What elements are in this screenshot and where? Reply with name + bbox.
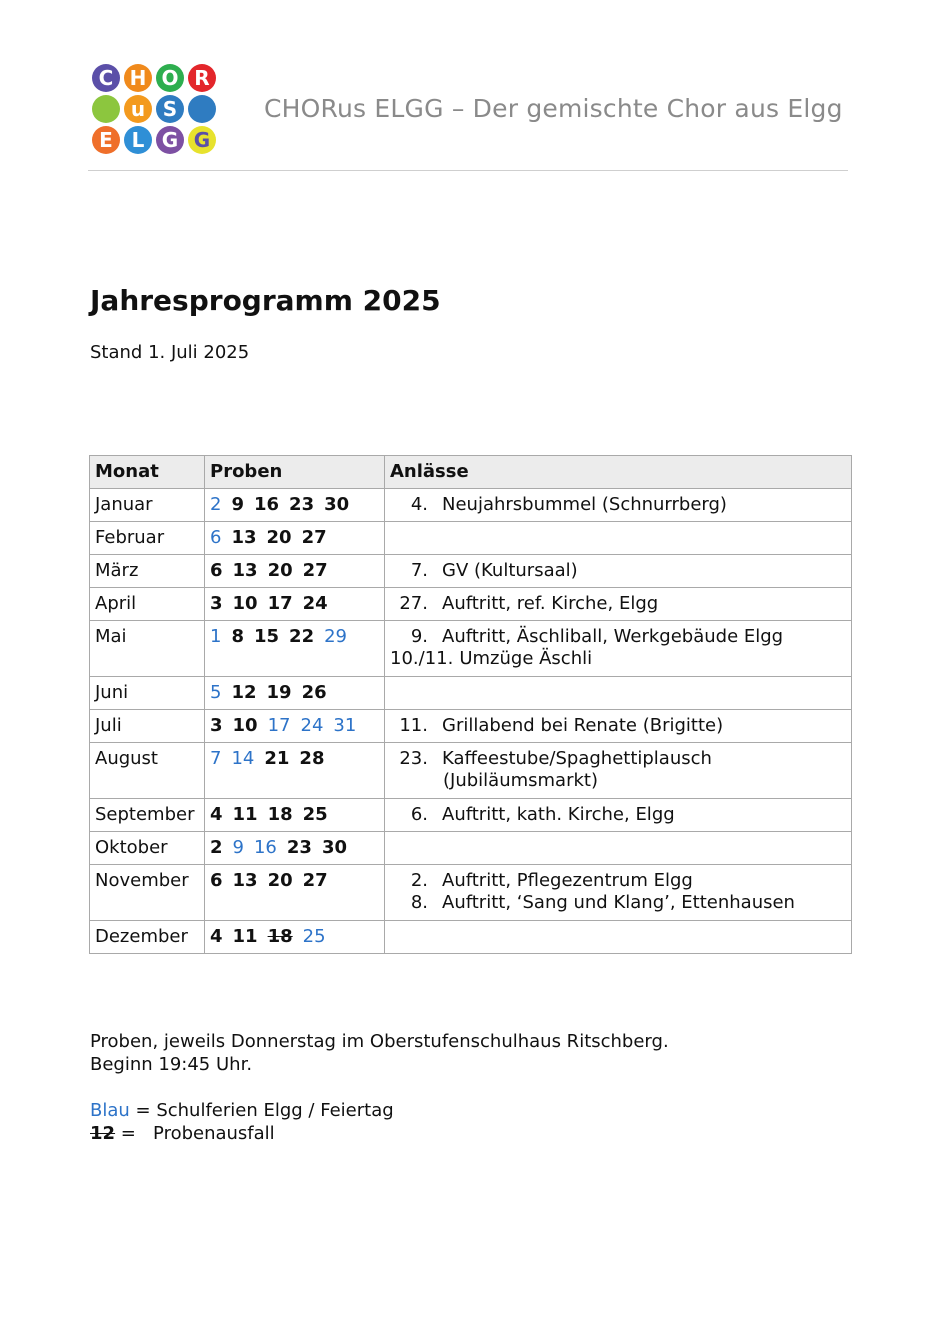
rehearsal-dates-cell [205, 522, 385, 555]
program-table-body [90, 489, 852, 954]
month-cell: Juni [90, 677, 205, 710]
month-cell: Juli [90, 710, 205, 743]
rehearsal-date: 13 [232, 870, 258, 891]
rehearsal-date: 3 [210, 593, 223, 614]
logo-letter-c: C [92, 64, 120, 92]
legend-blue-word: Blau [90, 1100, 130, 1121]
rehearsal-date: 3 [210, 715, 223, 736]
event-line [390, 770, 846, 792]
event-day: 2. [410, 870, 428, 891]
rehearsal-date: 20 [267, 560, 293, 581]
table-row [90, 832, 852, 865]
event-day: 7. [410, 560, 428, 581]
event-text: Auftritt, ref. Kirche, Elgg [442, 593, 659, 614]
rehearsal-date: 27 [302, 560, 328, 581]
event-day: 11. [399, 715, 428, 736]
event-day: 4. [410, 494, 428, 515]
logo-letter-e: E [92, 126, 120, 154]
rehearsal-dates-cell [205, 743, 385, 799]
logo-letter-s: S [156, 95, 184, 123]
logo-letter-l: L [124, 126, 152, 154]
event-line [390, 593, 846, 615]
rehearsal-dates-cell [205, 489, 385, 522]
month-cell: August [90, 743, 205, 799]
event-text: Umzüge Äschli [459, 648, 593, 669]
month-cell: September [90, 799, 205, 832]
event-day: 6. [410, 804, 428, 825]
rehearsal-dates-cell [205, 588, 385, 621]
legend-blue-text: = Schulferien Elgg / Feiertag [129, 1100, 394, 1121]
event-text: Auftritt, kath. Kirche, Elgg [442, 804, 675, 825]
rehearsal-date: 19 [266, 682, 292, 703]
rehearsal-date: 13 [231, 527, 257, 548]
month-cell: Dezember [90, 921, 205, 954]
event-day: 9. [410, 626, 428, 647]
event-day: 8. [410, 892, 428, 913]
table-row [90, 677, 852, 710]
page-title: Jahresprogramm 2025 [90, 284, 441, 317]
table-row [90, 522, 852, 555]
column-header-proben: Proben [205, 456, 385, 489]
month-cell: März [90, 555, 205, 588]
event-line [390, 626, 846, 648]
month-cell: Februar [90, 522, 205, 555]
stand-date: Stand 1. Juli 2025 [90, 342, 250, 363]
rehearsal-date-holiday: 17 [267, 715, 291, 736]
table-row [90, 621, 852, 677]
month-cell: Januar [90, 489, 205, 522]
rehearsal-date: 25 [302, 804, 328, 825]
chorus-logo [88, 62, 222, 156]
rehearsal-date-holiday: 7 [210, 748, 222, 769]
legend [90, 1099, 394, 1145]
rehearsal-date: 23 [289, 494, 315, 515]
month-cell: Oktober [90, 832, 205, 865]
event-text: Grillabend bei Renate (Brigitte) [442, 715, 724, 736]
rehearsal-note-line-2: Beginn 19:45 Uhr. [90, 1054, 253, 1075]
events-cell [385, 677, 852, 710]
rehearsal-note-line-1: Proben, jeweils Donnerstag im Oberstufenschulhaus Ritschberg. [90, 1031, 669, 1052]
rehearsal-date-holiday: 16 [253, 837, 277, 858]
logo-letter-h: H [124, 64, 152, 92]
rehearsal-note [90, 1030, 669, 1076]
events-cell [385, 621, 852, 677]
rehearsal-date: 26 [301, 682, 327, 703]
rehearsal-date: 21 [264, 748, 290, 769]
rehearsal-date: 10 [232, 715, 258, 736]
rehearsal-date-holiday: 14 [231, 748, 255, 769]
rehearsal-date: 30 [321, 837, 348, 858]
event-text: GV (Kultursaal) [442, 560, 578, 581]
rehearsal-dates-cell [205, 921, 385, 954]
table-row [90, 799, 852, 832]
site-title: CHORus ELGG – Der gemischte Chor aus Elgg [264, 94, 843, 123]
legend-holiday [90, 1099, 394, 1122]
table-row [90, 710, 852, 743]
event-line [390, 648, 846, 670]
rehearsal-dates-cell [205, 710, 385, 743]
events-cell [385, 799, 852, 832]
event-line [390, 748, 846, 770]
rehearsal-date: 10 [232, 593, 258, 614]
event-line [390, 870, 846, 892]
rehearsal-date-holiday: 9 [232, 837, 244, 858]
table-row [90, 865, 852, 921]
header-divider [88, 170, 848, 171]
logo-letter-r: R [188, 64, 216, 92]
event-text: Kaffeestube/Spaghettiplausch [442, 748, 712, 769]
rehearsal-date-holiday: 29 [324, 626, 348, 647]
month-cell: Mai [90, 621, 205, 677]
rehearsal-date: 18 [267, 804, 293, 825]
table-header-row [90, 456, 852, 489]
rehearsal-date-holiday: 1 [210, 626, 222, 647]
event-day: 23. [399, 748, 428, 769]
event-line [390, 892, 846, 914]
event-line [390, 560, 846, 582]
table-row [90, 921, 852, 954]
events-cell [385, 865, 852, 921]
rehearsal-date: 22 [289, 626, 315, 647]
program-table [89, 455, 852, 954]
events-cell [385, 522, 852, 555]
event-day: 10./11. [390, 648, 454, 669]
rehearsal-date: 28 [299, 748, 325, 769]
rehearsal-dates-cell [205, 832, 385, 865]
rehearsal-date: 8 [231, 626, 244, 647]
logo-dot [188, 95, 216, 123]
events-cell [385, 743, 852, 799]
rehearsal-date: 17 [267, 593, 293, 614]
logo-letter-g: G [188, 126, 216, 154]
rehearsal-dates-cell [205, 677, 385, 710]
events-cell [385, 588, 852, 621]
column-header-anlaesse: Anlässe [385, 456, 852, 489]
rehearsal-date: 11 [232, 804, 258, 825]
month-cell: November [90, 865, 205, 921]
logo-letter-u: u [124, 95, 152, 123]
rehearsal-date: 6 [210, 560, 223, 581]
event-text: Auftritt, Äschliball, Werkgebäude Elgg [442, 626, 784, 647]
event-text: Neujahrsbummel (Schnurrberg) [442, 494, 727, 515]
rehearsal-dates-cell [205, 555, 385, 588]
rehearsal-date: 27 [302, 870, 328, 891]
rehearsal-date: 15 [253, 626, 280, 647]
event-text: (Jubiläumsmarkt) [443, 770, 598, 791]
rehearsal-date: 4 [210, 804, 223, 825]
column-header-month: Monat [90, 456, 205, 489]
table-row [90, 489, 852, 522]
events-cell [385, 489, 852, 522]
legend-cancel-number: 12 [90, 1123, 116, 1144]
event-line [390, 715, 846, 737]
rehearsal-date-holiday: 2 [210, 494, 222, 515]
logo-letter-g: G [156, 126, 184, 154]
legend-cancelled [90, 1122, 394, 1145]
event-line [390, 494, 846, 516]
rehearsal-date-holiday: 5 [210, 682, 222, 703]
rehearsal-date: 23 [286, 837, 312, 858]
rehearsal-date-holiday: 25 [302, 926, 326, 947]
rehearsal-date: 11 [232, 926, 258, 947]
rehearsal-date: 20 [267, 870, 293, 891]
rehearsal-date: 2 [210, 837, 223, 858]
rehearsal-date: 30 [324, 494, 350, 515]
event-text: Auftritt, Pflegezentrum Elgg [442, 870, 693, 891]
rehearsal-date: 20 [266, 527, 292, 548]
rehearsal-date: 4 [210, 926, 223, 947]
rehearsal-date-cancelled: 18 [267, 926, 293, 947]
table-row [90, 588, 852, 621]
logo-dot [92, 95, 120, 123]
rehearsal-date: 27 [301, 527, 327, 548]
rehearsal-date-holiday: 6 [210, 527, 222, 548]
rehearsal-dates-cell [205, 621, 385, 677]
events-cell [385, 555, 852, 588]
rehearsal-date: 16 [253, 494, 280, 515]
rehearsal-date-holiday: 31 [333, 715, 357, 736]
logo-letter-o: O [156, 64, 184, 92]
rehearsal-date: 12 [231, 682, 257, 703]
rehearsal-date: 6 [210, 870, 223, 891]
events-cell [385, 921, 852, 954]
table-row [90, 555, 852, 588]
month-cell: April [90, 588, 205, 621]
rehearsal-date: 24 [302, 593, 328, 614]
table-row [90, 743, 852, 799]
rehearsal-dates-cell [205, 865, 385, 921]
legend-cancel-text: = Probenausfall [115, 1123, 275, 1144]
events-cell [385, 710, 852, 743]
rehearsal-date-holiday: 24 [300, 715, 324, 736]
rehearsal-date: 9 [231, 494, 244, 515]
event-day: 27. [399, 593, 428, 614]
event-text: Auftritt, ‘Sang und Klang’, Ettenhausen [442, 892, 795, 913]
events-cell [385, 832, 852, 865]
event-line [390, 804, 846, 826]
rehearsal-date: 13 [232, 560, 258, 581]
rehearsal-dates-cell [205, 799, 385, 832]
